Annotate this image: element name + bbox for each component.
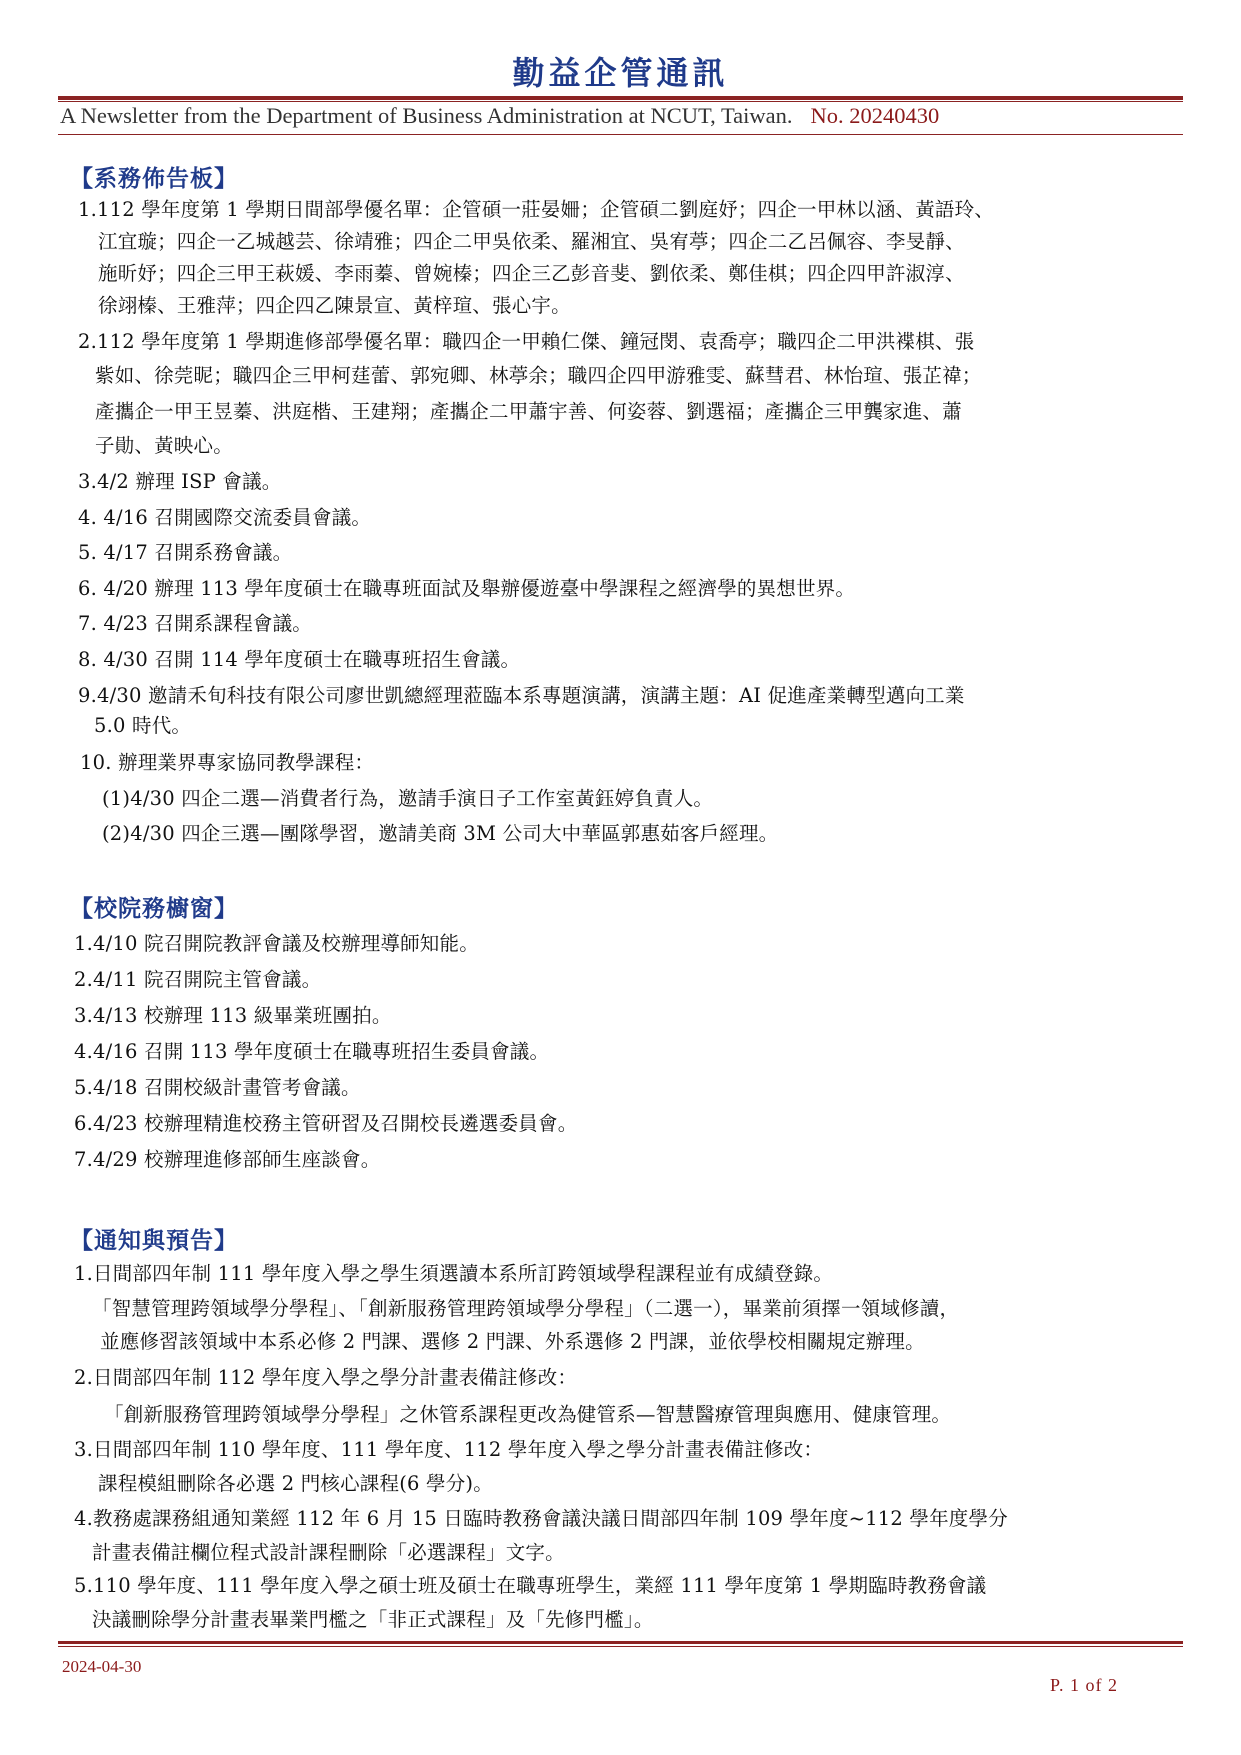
header-rule-top-thin [58,101,1183,102]
section-heading-college: 【校院務櫥窗】 [70,896,238,922]
header-rule-top [58,96,1183,100]
list-item: 8. 4/30 召開 114 學年度碩士在職專班招生會議。 [78,648,521,671]
list-item: 3.4/13 校辦理 113 級畢業班團拍。 [74,1004,392,1027]
issue-number: No. 20240430 [810,103,940,128]
list-item: 「智慧管理跨領域學分學程」、「創新服務管理跨領域學分學程」（二選一），畢業前須擇一領域修讀， [92,1297,960,1320]
header-rule-bottom [58,134,1183,135]
list-item: 4.教務處課務組通知業經 112 年 6 月 15 日臨時教務會議決議日間部四年制 109 學年度~112 學年度學分 [74,1507,1008,1530]
list-item: 10. 辦理業界專家協同教學課程： [80,751,375,774]
list-item: 2.日間部四年制 112 學年度入學之學分計畫表備註修改： [74,1366,578,1389]
list-item: (2)4/30 四企三選—團隊學習，邀請美商 3M 公司大中華區郭惠茹客戶經理。 [102,822,779,845]
page-number: P. 1 of 2 [1050,1675,1119,1695]
list-item: 2.4/11 院召開院主管會議。 [74,968,322,991]
list-item: 6. 4/20 辦理 113 學年度碩士在職專班面試及舉辦優遊臺中學課程之經濟學的異想世界。 [78,577,856,600]
footer-date: 2024-04-30 [62,1657,142,1676]
list-item: 「創新服務管理跨領域學分學程」之休管系課程更改為健管系—智慧醫療管理與應用、健康管理。 [104,1403,952,1426]
list-item: 5.110 學年度、111 學年度入學之碩士班及碩士在職專班學生，業經 111 學年度第 1 學期臨時教務會議 [74,1574,987,1597]
footer-rule-thin [58,1646,1183,1647]
list-item: 施昕妤；四企三甲王萩媛、李雨蓁、曾婉榛；四企三乙彭音斐、劉依柔、鄭佳棋；四企四甲許淑淳、 [98,262,965,285]
list-item: 9.4/30 邀請禾旬科技有限公司廖世凱總經理蒞臨本系專題演講，演講主題：AI 促進產業轉型邁向工業 [78,684,965,707]
list-item: 江宜璇；四企一乙城越芸、徐靖雅；四企二甲吳依柔、羅湘宜、吳宥葶；四企二乙呂佩容、李旻靜、 [98,230,965,253]
list-item: 5.0 時代。 [94,714,192,737]
list-item: 3.日間部四年制 110 學年度、111 學年度、112 學年度入學之學分計畫表備註修改： [74,1438,824,1461]
list-item: 4. 4/16 召開國際交流委員會議。 [78,506,372,529]
list-item: 1.日間部四年制 111 學年度入學之學生須選讀本系所訂跨領域學程課程並有成績登錄。 [74,1262,834,1285]
list-item: 5. 4/17 召開系務會議。 [78,541,293,564]
list-item: 3.4/2 辦理 ISP 會議。 [78,470,282,493]
subtitle-row [60,103,1180,129]
list-item: 1.4/10 院召開院教評會議及校辦理導師知能。 [74,932,479,955]
list-item: 4.4/16 召開 113 學年度碩士在職專班招生委員會議。 [74,1040,550,1063]
list-item: 徐翊榛、王雅萍；四企四乙陳景宣、黃梓瑄、張心宇。 [98,294,571,317]
list-item: 紫如、徐莞昵；職四企三甲柯莛蕾、郭宛卿、林葶余；職四企四甲游雅雯、蘇彗君、林怡瑄、張芷禕； [95,364,982,387]
list-item: 子勛、黃映心。 [95,434,233,457]
newsletter-title: 勤益企管通訊 [512,54,729,92]
list-item: 2.112 學年度第 1 學期進修部學優名單：職四企一甲賴仁傑、鐘冠閔、袁喬亭；職四企二甲洪褋棋、張 [78,330,975,353]
list-item: 計畫表備註欄位程式設計課程刪除「必選課程」文字。 [92,1541,565,1564]
list-item: 課程模組刪除各必選 2 門核心課程(6 學分)。 [98,1472,493,1495]
list-item: (1)4/30 四企二選—消費者行為，邀請手演日子工作室黃鈺婷負責人。 [102,787,714,810]
list-item: 1.112 學年度第 1 學期日間部學優名單：企管碩一莊晏姍；企管碩二劉庭妤；四企一甲林以涵、黃語玲、 [78,198,995,221]
footer-rule [58,1641,1183,1644]
list-item: 產攜企一甲王昱蓁、洪庭楷、王建翔；產攜企二甲蕭宇善、何姿蓉、劉選福；產攜企三甲龔家進、蕭 [95,400,962,423]
newsletter-subtitle: A Newsletter from the Department of Business Administration at NCUT, Taiwan. [60,103,793,128]
section-heading-notice: 【通知與預告】 [70,1228,238,1254]
list-item: 7.4/29 校辦理進修部師生座談會。 [74,1148,381,1171]
list-item: 並應修習該領域中本系必修 2 門課、選修 2 門課、外系選修 2 門課，並依學校相關規定辦理。 [100,1330,925,1353]
section-heading-dept: 【系務佈告板】 [70,166,238,192]
list-item: 5.4/18 召開校級計畫管考會議。 [74,1076,361,1099]
list-item: 6.4/23 校辦理精進校務主管研習及召開校長遴選委員會。 [74,1112,578,1135]
list-item: 決議刪除學分計畫表畢業門檻之「非正式課程」及「先修門檻」。 [92,1608,654,1631]
list-item: 7. 4/23 召開系課程會議。 [78,612,312,635]
